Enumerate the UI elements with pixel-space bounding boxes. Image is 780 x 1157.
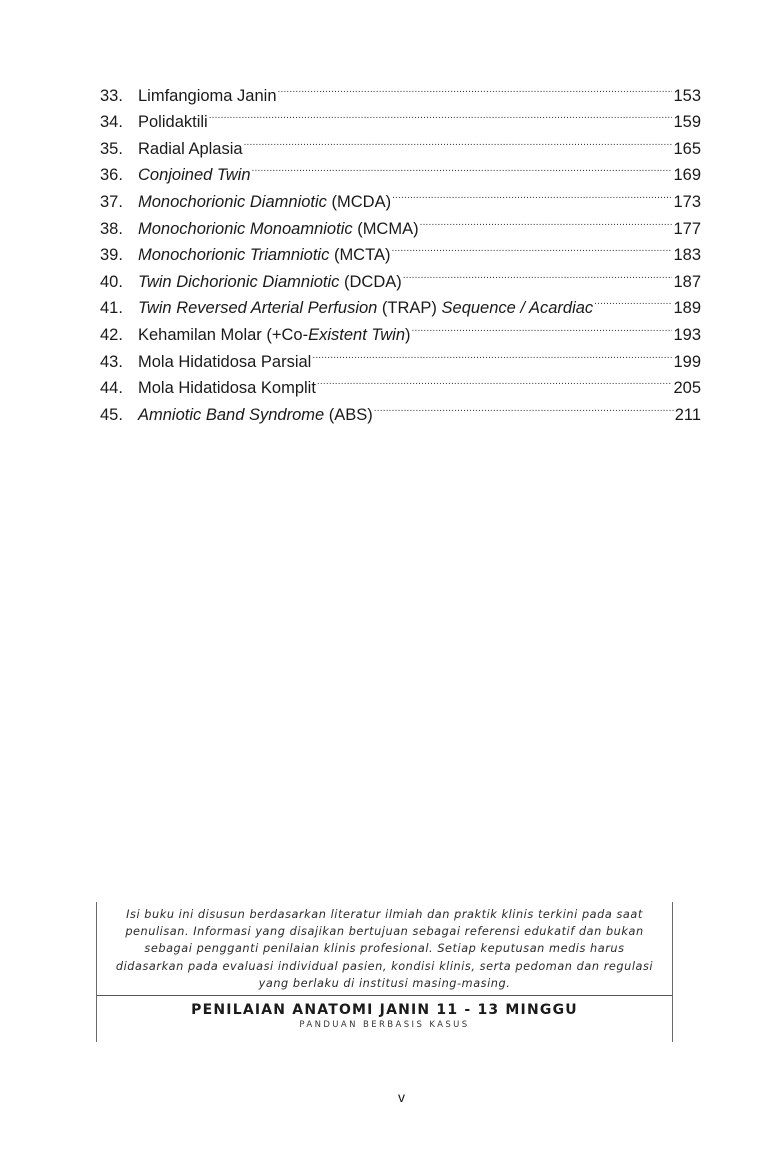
toc-entry-title — [138, 375, 316, 402]
dot-leader — [391, 234, 672, 261]
toc-entry-title-part: Sequence / Acardiac — [441, 299, 594, 318]
toc-entry-page: 153 — [673, 86, 701, 105]
toc-entry-title-part: (DCDA) — [339, 272, 402, 291]
dot-leader — [403, 260, 673, 287]
toc-entry-title — [138, 402, 373, 429]
footer-box — [96, 902, 673, 1042]
toc-entry-title-part: (ABS) — [324, 405, 373, 424]
toc-entry-number: 33. — [100, 86, 123, 105]
book-title: PENILAIAN ANATOMI JANIN 11 - 13 MINGGU — [191, 1002, 578, 1018]
disclaimer-line: didasarkan pada evaluasi individual pasien, kondisi klinis, serta pedoman dan regulasi — [115, 959, 654, 973]
toc-entry-number: 39. — [100, 246, 123, 265]
toc-entry-number: 35. — [100, 139, 123, 158]
dot-leader — [392, 180, 672, 207]
toc-entry-number: 36. — [100, 166, 123, 185]
toc-entry-title-part: Limfangioma Janin — [138, 86, 277, 105]
disclaimer-line: sebagai pengganti penilaian klinis profesional. Setiap keputusan medis harus — [144, 942, 625, 956]
disclaimer — [97, 902, 672, 994]
toc-entry-title-part: (MCTA) — [329, 246, 391, 265]
toc-entry-number: 38. — [100, 219, 123, 238]
disclaimer-line: Isi buku ini disusun berdasarkan literatur ilmiah dan praktik klinis terkini pada saat — [126, 908, 643, 921]
toc-entry-number: 37. — [100, 192, 123, 211]
dot-leader — [594, 287, 672, 314]
dot-leader — [412, 313, 673, 340]
toc-entry-title-part: (MCDA) — [326, 192, 392, 211]
toc-entry-page: 159 — [673, 113, 701, 132]
toc-entry-page: 165 — [673, 139, 701, 158]
toc-entry-page: 189 — [673, 299, 701, 318]
toc-entry-title — [138, 242, 390, 269]
toc-entry-title-part: Monochorionic Diamniotic — [138, 192, 327, 211]
dot-leader — [244, 127, 673, 154]
toc-entry-title — [138, 216, 419, 243]
toc-entry-number: 40. — [100, 272, 123, 291]
toc-entry-page: 183 — [673, 246, 701, 265]
toc-entry-title-part: Monochorionic Monoamniotic — [138, 219, 353, 238]
dot-leader — [374, 393, 674, 420]
dot-leader — [278, 74, 673, 101]
toc-entry-page: 211 — [674, 405, 701, 424]
toc-entry-title-part: Polidaktili — [138, 113, 208, 132]
disclaimer-line: yang berlaku di institusi masing-masing. — [258, 976, 511, 990]
toc-entry-title-part: (TRAP) — [377, 299, 442, 318]
toc-entry-page: 177 — [673, 219, 701, 238]
toc-entry-title-part: Twin Reversed Arterial Perfusion — [138, 299, 378, 318]
page-number: v — [398, 1089, 405, 1105]
dot-leader — [420, 207, 673, 234]
toc-entry-title-part: Existent Twin — [308, 325, 405, 344]
book-subtitle: PANDUAN BERBASIS KASUS — [299, 1020, 470, 1030]
toc-entry-title-part: Mola Hidatidosa Komplit — [138, 379, 316, 398]
dot-leader — [209, 101, 673, 128]
toc-entry[interactable] — [100, 74, 701, 105]
dot-leader — [317, 367, 673, 394]
toc-entry-title-part: Mola Hidatidosa Parsial — [138, 352, 312, 371]
toc-entry-number: 45. — [100, 405, 123, 424]
toc-entry-page: 199 — [673, 352, 701, 371]
toc-entry-number: 44. — [100, 379, 123, 398]
toc-entry-title — [138, 109, 208, 136]
toc-entry-title-part: Amniotic Band Syndrome — [138, 405, 325, 424]
toc-entry-title-part: Conjoined Twin — [138, 166, 251, 185]
toc-entry-title-part: ) — [405, 325, 411, 344]
toc-entry-title-part: Radial Aplasia — [138, 139, 243, 158]
toc-entry-title — [138, 162, 251, 189]
toc-entry-title-part: Kehamilan Molar (+Co- — [138, 325, 309, 344]
table-of-contents — [100, 74, 701, 424]
toc-entry-title-part: Monochorionic Triamniotic — [138, 246, 330, 265]
toc-entry-title — [138, 189, 391, 216]
toc-entry-title-part: (MCMA) — [352, 219, 419, 238]
toc-entry-number: 43. — [100, 352, 123, 371]
dot-leader — [312, 340, 672, 367]
disclaimer-line: penulisan. Informasi yang disajikan bertujuan sebagai referensi edukatif dan bukan — [125, 925, 644, 939]
toc-entry-title — [138, 269, 402, 296]
toc-entry-page: 193 — [673, 325, 701, 344]
toc-entry-title — [138, 136, 243, 163]
toc-entry-page: 205 — [673, 379, 701, 398]
toc-entry-title-part: Twin Dichorionic Diamniotic — [138, 272, 340, 291]
toc-entry-page: 173 — [673, 192, 701, 211]
toc-entry-page: 169 — [673, 166, 701, 185]
footer-divider — [97, 995, 672, 996]
toc-entry-title — [138, 349, 311, 376]
toc-entry-number: 41. — [100, 299, 123, 318]
toc-entry-page: 187 — [673, 272, 701, 291]
dot-leader — [252, 154, 673, 181]
toc-entry-number: 34. — [100, 113, 123, 132]
toc-entry-number: 42. — [100, 325, 123, 344]
